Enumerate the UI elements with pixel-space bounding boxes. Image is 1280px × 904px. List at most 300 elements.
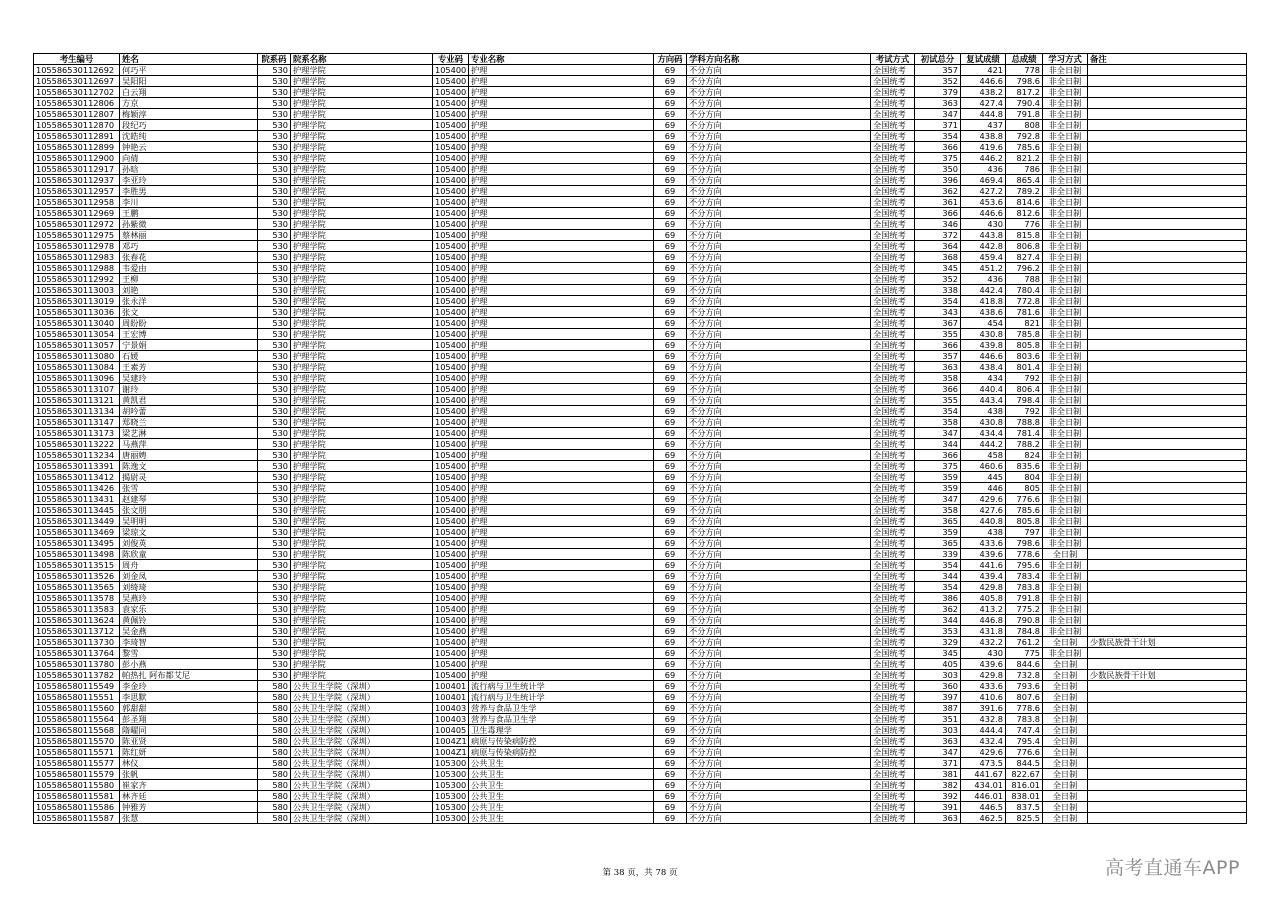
cell-exam-type: 全国统考 — [871, 65, 915, 76]
cell-name: 周舟 — [120, 560, 258, 571]
cell-major-name: 护理 — [469, 362, 654, 373]
cell-direction-code: 69 — [654, 274, 687, 285]
cell-major-name: 护理 — [469, 230, 654, 241]
cell-direction-code: 69 — [654, 142, 687, 153]
cell-major-code: 105400 — [433, 109, 469, 120]
cell-dept-name: 公共卫生学院（深圳） — [291, 813, 433, 824]
cell-retest-score: 427.2 — [961, 186, 1006, 197]
cell-study-mode: 非全日制 — [1043, 252, 1088, 263]
cell-direction-code: 69 — [654, 538, 687, 549]
cell-study-mode: 非全日制 — [1043, 307, 1088, 318]
cell-retest-score: 429.6 — [961, 747, 1006, 758]
cell-exam-type: 全国统考 — [871, 780, 915, 791]
cell-remark — [1088, 186, 1247, 197]
cell-retest-score: 419.6 — [961, 142, 1006, 153]
cell-exam-type: 全国统考 — [871, 505, 915, 516]
cell-dept-code: 530 — [258, 131, 291, 142]
cell-initial-score: 358 — [915, 417, 961, 428]
cell-remark — [1088, 164, 1247, 175]
cell-major-code: 105400 — [433, 120, 469, 131]
cell-dept-name: 护理学院 — [291, 538, 433, 549]
cell-remark — [1088, 758, 1247, 769]
cell-exam-type: 全国统考 — [871, 395, 915, 406]
cell-initial-score: 345 — [915, 263, 961, 274]
cell-dept-code: 580 — [258, 692, 291, 703]
cell-dept-name: 护理学院 — [291, 362, 433, 373]
cell-dept-name: 护理学院 — [291, 472, 433, 483]
cell-major-name: 护理 — [469, 648, 654, 659]
cell-exam-type: 全国统考 — [871, 329, 915, 340]
cell-direction-code: 69 — [654, 65, 687, 76]
cell-study-mode: 非全日制 — [1043, 175, 1088, 186]
cell-retest-score: 443.8 — [961, 230, 1006, 241]
cell-candidate-id: 105586530112917 — [34, 164, 120, 175]
cell-major-code: 105400 — [433, 87, 469, 98]
cell-total-score: 776 — [1006, 219, 1043, 230]
cell-initial-score: 354 — [915, 406, 961, 417]
cell-name: 刘绮琦 — [120, 582, 258, 593]
cell-exam-type: 全国统考 — [871, 615, 915, 626]
cell-dept-name: 护理学院 — [291, 527, 433, 538]
cell-remark — [1088, 131, 1247, 142]
cell-major-name: 护理 — [469, 626, 654, 637]
cell-retest-score: 391.6 — [961, 703, 1006, 714]
cell-major-name: 护理 — [469, 373, 654, 384]
cell-major-name: 护理 — [469, 164, 654, 175]
cell-candidate-id: 105586580115564 — [34, 714, 120, 725]
cell-exam-type: 全国统考 — [871, 758, 915, 769]
table-row — [34, 351, 1247, 362]
cell-dept-name: 公共卫生学院（深圳） — [291, 681, 433, 692]
cell-candidate-id: 105586580115570 — [34, 736, 120, 747]
cell-remark — [1088, 615, 1247, 626]
cell-dept-name: 护理学院 — [291, 296, 433, 307]
table-row — [34, 626, 1247, 637]
cell-study-mode: 非全日制 — [1043, 560, 1088, 571]
table-row — [34, 318, 1247, 329]
cell-candidate-id: 105586530112978 — [34, 241, 120, 252]
cell-dept-code: 580 — [258, 747, 291, 758]
cell-total-score: 747.4 — [1006, 725, 1043, 736]
cell-direction-code: 69 — [654, 230, 687, 241]
cell-retest-score: 439.4 — [961, 571, 1006, 582]
cell-direction-name: 不分方向 — [687, 769, 871, 780]
cell-remark — [1088, 318, 1247, 329]
cell-initial-score: 361 — [915, 197, 961, 208]
cell-dept-code: 530 — [258, 362, 291, 373]
cell-retest-score: 453.6 — [961, 197, 1006, 208]
cell-candidate-id: 105586530112870 — [34, 120, 120, 131]
cell-remark — [1088, 593, 1247, 604]
cell-candidate-id: 105586530113134 — [34, 406, 120, 417]
cell-initial-score: 352 — [915, 274, 961, 285]
cell-dept-name: 护理学院 — [291, 604, 433, 615]
cell-initial-score: 362 — [915, 186, 961, 197]
cell-retest-score: 443.4 — [961, 395, 1006, 406]
cell-study-mode: 全日制 — [1043, 780, 1088, 791]
cell-major-code: 105400 — [433, 494, 469, 505]
cell-retest-score: 433.6 — [961, 538, 1006, 549]
cell-direction-name: 不分方向 — [687, 802, 871, 813]
cell-remark — [1088, 714, 1247, 725]
cell-remark — [1088, 791, 1247, 802]
cell-direction-name: 不分方向 — [687, 285, 871, 296]
cell-study-mode: 非全日制 — [1043, 527, 1088, 538]
cell-dept-name: 护理学院 — [291, 263, 433, 274]
table-row — [34, 428, 1247, 439]
cell-retest-score: 446.01 — [961, 791, 1006, 802]
cell-retest-score: 473.5 — [961, 758, 1006, 769]
cell-exam-type: 全国统考 — [871, 692, 915, 703]
cell-major-name: 护理 — [469, 340, 654, 351]
cell-study-mode: 全日制 — [1043, 736, 1088, 747]
cell-dept-code: 530 — [258, 120, 291, 131]
cell-initial-score: 386 — [915, 593, 961, 604]
cell-study-mode: 非全日制 — [1043, 65, 1088, 76]
cell-remark — [1088, 747, 1247, 758]
table-row — [34, 120, 1247, 131]
cell-direction-name: 不分方向 — [687, 340, 871, 351]
cell-name: 林仪 — [120, 758, 258, 769]
cell-dept-name: 护理学院 — [291, 417, 433, 428]
cell-dept-code: 530 — [258, 263, 291, 274]
cell-total-score: 815.8 — [1006, 230, 1043, 241]
cell-major-name: 护理 — [469, 505, 654, 516]
cell-initial-score: 344 — [915, 615, 961, 626]
cell-remark — [1088, 703, 1247, 714]
cell-dept-name: 公共卫生学院（深圳） — [291, 714, 433, 725]
cell-retest-score: 421 — [961, 65, 1006, 76]
cell-study-mode: 全日制 — [1043, 769, 1088, 780]
cell-name: 何巧平 — [120, 65, 258, 76]
cell-name: 谢玲 — [120, 384, 258, 395]
cell-exam-type: 全国统考 — [871, 494, 915, 505]
cell-major-name: 护理 — [469, 318, 654, 329]
cell-initial-score: 368 — [915, 252, 961, 263]
cell-candidate-id: 105586530112702 — [34, 87, 120, 98]
cell-exam-type: 全国统考 — [871, 428, 915, 439]
cell-direction-name: 不分方向 — [687, 142, 871, 153]
table-row — [34, 516, 1247, 527]
cell-name: 刘金凤 — [120, 571, 258, 582]
cell-dept-code: 530 — [258, 428, 291, 439]
cell-dept-name: 护理学院 — [291, 549, 433, 560]
cell-direction-name: 不分方向 — [687, 648, 871, 659]
cell-name: 马燕萍 — [120, 439, 258, 450]
cell-remark — [1088, 582, 1247, 593]
cell-dept-code: 530 — [258, 406, 291, 417]
cell-total-score: 781.6 — [1006, 307, 1043, 318]
cell-dept-code: 530 — [258, 186, 291, 197]
cell-remark — [1088, 813, 1247, 824]
cell-total-score: 788.2 — [1006, 439, 1043, 450]
cell-name: 蔡林丽 — [120, 230, 258, 241]
cell-initial-score: 343 — [915, 307, 961, 318]
cell-total-score: 803.6 — [1006, 351, 1043, 362]
cell-retest-score: 439.6 — [961, 659, 1006, 670]
cell-initial-score: 352 — [915, 76, 961, 87]
cell-direction-code: 69 — [654, 131, 687, 142]
cell-candidate-id: 105586530113036 — [34, 307, 120, 318]
cell-major-name: 护理 — [469, 197, 654, 208]
cell-major-code: 105400 — [433, 505, 469, 516]
cell-study-mode: 非全日制 — [1043, 384, 1088, 395]
cell-major-name: 护理 — [469, 252, 654, 263]
header-cell: 复试成绩 — [961, 54, 1006, 65]
cell-direction-name: 不分方向 — [687, 747, 871, 758]
cell-name: 张永洋 — [120, 296, 258, 307]
cell-major-code: 105400 — [433, 219, 469, 230]
cell-exam-type: 全国统考 — [871, 131, 915, 142]
cell-dept-code: 530 — [258, 538, 291, 549]
cell-study-mode: 非全日制 — [1043, 439, 1088, 450]
table-row — [34, 736, 1247, 747]
cell-retest-score: 459.4 — [961, 252, 1006, 263]
cell-retest-score: 438.6 — [961, 307, 1006, 318]
cell-retest-score: 444.4 — [961, 725, 1006, 736]
cell-direction-code: 69 — [654, 505, 687, 516]
cell-candidate-id: 105586530113495 — [34, 538, 120, 549]
cell-direction-code: 69 — [654, 714, 687, 725]
cell-name: 石媛 — [120, 351, 258, 362]
table-row — [34, 780, 1247, 791]
cell-retest-score: 438 — [961, 406, 1006, 417]
cell-remark — [1088, 197, 1247, 208]
table-row — [34, 362, 1247, 373]
cell-candidate-id: 105586530113173 — [34, 428, 120, 439]
cell-direction-name: 不分方向 — [687, 87, 871, 98]
cell-total-score: 791.8 — [1006, 593, 1043, 604]
cell-remark — [1088, 494, 1247, 505]
cell-study-mode: 非全日制 — [1043, 142, 1088, 153]
cell-exam-type: 全国统考 — [871, 362, 915, 373]
cell-retest-score: 442.4 — [961, 285, 1006, 296]
cell-direction-name: 不分方向 — [687, 153, 871, 164]
cell-total-score: 786 — [1006, 164, 1043, 175]
cell-exam-type: 全国统考 — [871, 670, 915, 681]
cell-major-code: 105400 — [433, 373, 469, 384]
cell-total-score: 792.8 — [1006, 131, 1043, 142]
cell-direction-code: 69 — [654, 109, 687, 120]
cell-direction-name: 不分方向 — [687, 505, 871, 516]
table-row — [34, 703, 1247, 714]
cell-study-mode: 非全日制 — [1043, 593, 1088, 604]
cell-direction-name: 不分方向 — [687, 758, 871, 769]
cell-direction-code: 69 — [654, 758, 687, 769]
cell-study-mode: 全日制 — [1043, 802, 1088, 813]
cell-initial-score: 365 — [915, 538, 961, 549]
cell-major-code: 105400 — [433, 208, 469, 219]
cell-major-code: 105400 — [433, 131, 469, 142]
cell-major-name: 护理 — [469, 219, 654, 230]
cell-dept-code: 530 — [258, 87, 291, 98]
cell-candidate-id: 105586530112692 — [34, 65, 120, 76]
cell-major-code: 105400 — [433, 439, 469, 450]
cell-remark — [1088, 98, 1247, 109]
cell-initial-score: 359 — [915, 472, 961, 483]
cell-dept-code: 530 — [258, 76, 291, 87]
cell-dept-code: 530 — [258, 505, 291, 516]
cell-initial-score: 339 — [915, 549, 961, 560]
cell-initial-score: 354 — [915, 560, 961, 571]
cell-name: 吴金燕 — [120, 626, 258, 637]
cell-dept-name: 护理学院 — [291, 109, 433, 120]
admission-table — [33, 53, 1247, 824]
cell-direction-name: 不分方向 — [687, 307, 871, 318]
cell-total-score: 793.6 — [1006, 681, 1043, 692]
cell-major-code: 105400 — [433, 98, 469, 109]
cell-remark — [1088, 461, 1247, 472]
cell-major-code: 105400 — [433, 571, 469, 582]
cell-total-score: 822.67 — [1006, 769, 1043, 780]
cell-retest-score: 440.4 — [961, 384, 1006, 395]
cell-remark — [1088, 516, 1247, 527]
cell-exam-type: 全国统考 — [871, 450, 915, 461]
cell-major-code: 105400 — [433, 461, 469, 472]
cell-exam-type: 全国统考 — [871, 208, 915, 219]
cell-exam-type: 全国统考 — [871, 593, 915, 604]
cell-major-code: 105400 — [433, 197, 469, 208]
cell-dept-name: 护理学院 — [291, 76, 433, 87]
table-row — [34, 439, 1247, 450]
cell-major-code: 105400 — [433, 483, 469, 494]
cell-total-score: 827.4 — [1006, 252, 1043, 263]
cell-total-score: 838.01 — [1006, 791, 1043, 802]
cell-direction-code: 69 — [654, 164, 687, 175]
cell-name: 王素芳 — [120, 362, 258, 373]
table-row — [34, 659, 1247, 670]
cell-total-score: 825.5 — [1006, 813, 1043, 824]
cell-dept-name: 护理学院 — [291, 318, 433, 329]
cell-direction-code: 69 — [654, 571, 687, 582]
cell-candidate-id: 105586530112988 — [34, 263, 120, 274]
cell-retest-score: 429.8 — [961, 582, 1006, 593]
cell-candidate-id: 105586530112697 — [34, 76, 120, 87]
cell-total-score: 804 — [1006, 472, 1043, 483]
cell-dept-name: 护理学院 — [291, 197, 433, 208]
cell-direction-code: 69 — [654, 527, 687, 538]
cell-retest-score: 439.6 — [961, 549, 1006, 560]
cell-name: 段纪巧 — [120, 120, 258, 131]
cell-dept-name: 护理学院 — [291, 439, 433, 450]
cell-major-code: 105400 — [433, 285, 469, 296]
cell-direction-code: 69 — [654, 153, 687, 164]
cell-direction-code: 69 — [654, 450, 687, 461]
cell-candidate-id: 105586530113449 — [34, 516, 120, 527]
cell-direction-code: 69 — [654, 241, 687, 252]
cell-direction-name: 不分方向 — [687, 582, 871, 593]
cell-total-score: 807.6 — [1006, 692, 1043, 703]
table-row — [34, 208, 1247, 219]
table-row — [34, 769, 1247, 780]
cell-study-mode: 非全日制 — [1043, 340, 1088, 351]
cell-direction-code: 69 — [654, 98, 687, 109]
cell-initial-score: 382 — [915, 780, 961, 791]
cell-major-code: 105400 — [433, 428, 469, 439]
cell-major-name: 护理 — [469, 450, 654, 461]
cell-initial-score: 354 — [915, 296, 961, 307]
cell-dept-code: 530 — [258, 252, 291, 263]
cell-study-mode: 非全日制 — [1043, 483, 1088, 494]
cell-major-name: 护理 — [469, 87, 654, 98]
cell-major-name: 护理 — [469, 351, 654, 362]
cell-initial-score: 392 — [915, 791, 961, 802]
cell-total-score: 785.8 — [1006, 329, 1043, 340]
cell-direction-name: 不分方向 — [687, 384, 871, 395]
cell-initial-score: 338 — [915, 285, 961, 296]
cell-direction-name: 不分方向 — [687, 98, 871, 109]
cell-major-name: 护理 — [469, 593, 654, 604]
cell-remark — [1088, 417, 1247, 428]
cell-name: 李金玲 — [120, 681, 258, 692]
cell-total-score: 796.2 — [1006, 263, 1043, 274]
cell-direction-name: 不分方向 — [687, 472, 871, 483]
cell-exam-type: 全国统考 — [871, 571, 915, 582]
cell-retest-score: 446.8 — [961, 615, 1006, 626]
cell-exam-type: 全国统考 — [871, 802, 915, 813]
cell-dept-code: 530 — [258, 351, 291, 362]
cell-candidate-id: 105586530112899 — [34, 142, 120, 153]
table-row — [34, 142, 1247, 153]
cell-exam-type: 全国统考 — [871, 307, 915, 318]
cell-direction-name: 不分方向 — [687, 406, 871, 417]
cell-dept-code: 530 — [258, 439, 291, 450]
cell-total-score: 780.4 — [1006, 285, 1043, 296]
cell-dept-name: 护理学院 — [291, 285, 433, 296]
cell-dept-code: 530 — [258, 142, 291, 153]
cell-name: 吴明明 — [120, 516, 258, 527]
cell-dept-name: 护理学院 — [291, 395, 433, 406]
cell-remark — [1088, 802, 1247, 813]
cell-major-name: 护理 — [469, 175, 654, 186]
cell-direction-name: 不分方向 — [687, 296, 871, 307]
cell-direction-name: 不分方向 — [687, 549, 871, 560]
cell-total-score: 785.6 — [1006, 505, 1043, 516]
cell-total-score: 821 — [1006, 318, 1043, 329]
cell-major-code: 105400 — [433, 164, 469, 175]
cell-candidate-id: 105586530113498 — [34, 549, 120, 560]
cell-remark — [1088, 648, 1247, 659]
cell-candidate-id: 105586580115549 — [34, 681, 120, 692]
table-row — [34, 340, 1247, 351]
cell-total-score: 778.6 — [1006, 549, 1043, 560]
cell-total-score: 798.6 — [1006, 76, 1043, 87]
cell-direction-code: 69 — [654, 516, 687, 527]
cell-study-mode: 非全日制 — [1043, 208, 1088, 219]
header-cell: 备注 — [1088, 54, 1247, 65]
cell-major-name: 流行病与卫生统计学 — [469, 692, 654, 703]
cell-candidate-id: 105586530112975 — [34, 230, 120, 241]
cell-total-score: 778.6 — [1006, 703, 1043, 714]
cell-retest-score: 445 — [961, 472, 1006, 483]
cell-direction-name: 不分方向 — [687, 527, 871, 538]
cell-direction-name: 不分方向 — [687, 681, 871, 692]
cell-exam-type: 全国统考 — [871, 604, 915, 615]
cell-direction-name: 不分方向 — [687, 626, 871, 637]
cell-name: 李胜男 — [120, 186, 258, 197]
cell-initial-score: 363 — [915, 736, 961, 747]
cell-total-score: 792 — [1006, 373, 1043, 384]
cell-major-code: 105300 — [433, 802, 469, 813]
table-row — [34, 670, 1247, 681]
cell-study-mode: 非全日制 — [1043, 494, 1088, 505]
cell-direction-name: 不分方向 — [687, 362, 871, 373]
cell-dept-name: 护理学院 — [291, 615, 433, 626]
header-cell: 姓名 — [120, 54, 258, 65]
cell-study-mode: 非全日制 — [1043, 285, 1088, 296]
cell-direction-code: 69 — [654, 406, 687, 417]
table-row — [34, 505, 1247, 516]
